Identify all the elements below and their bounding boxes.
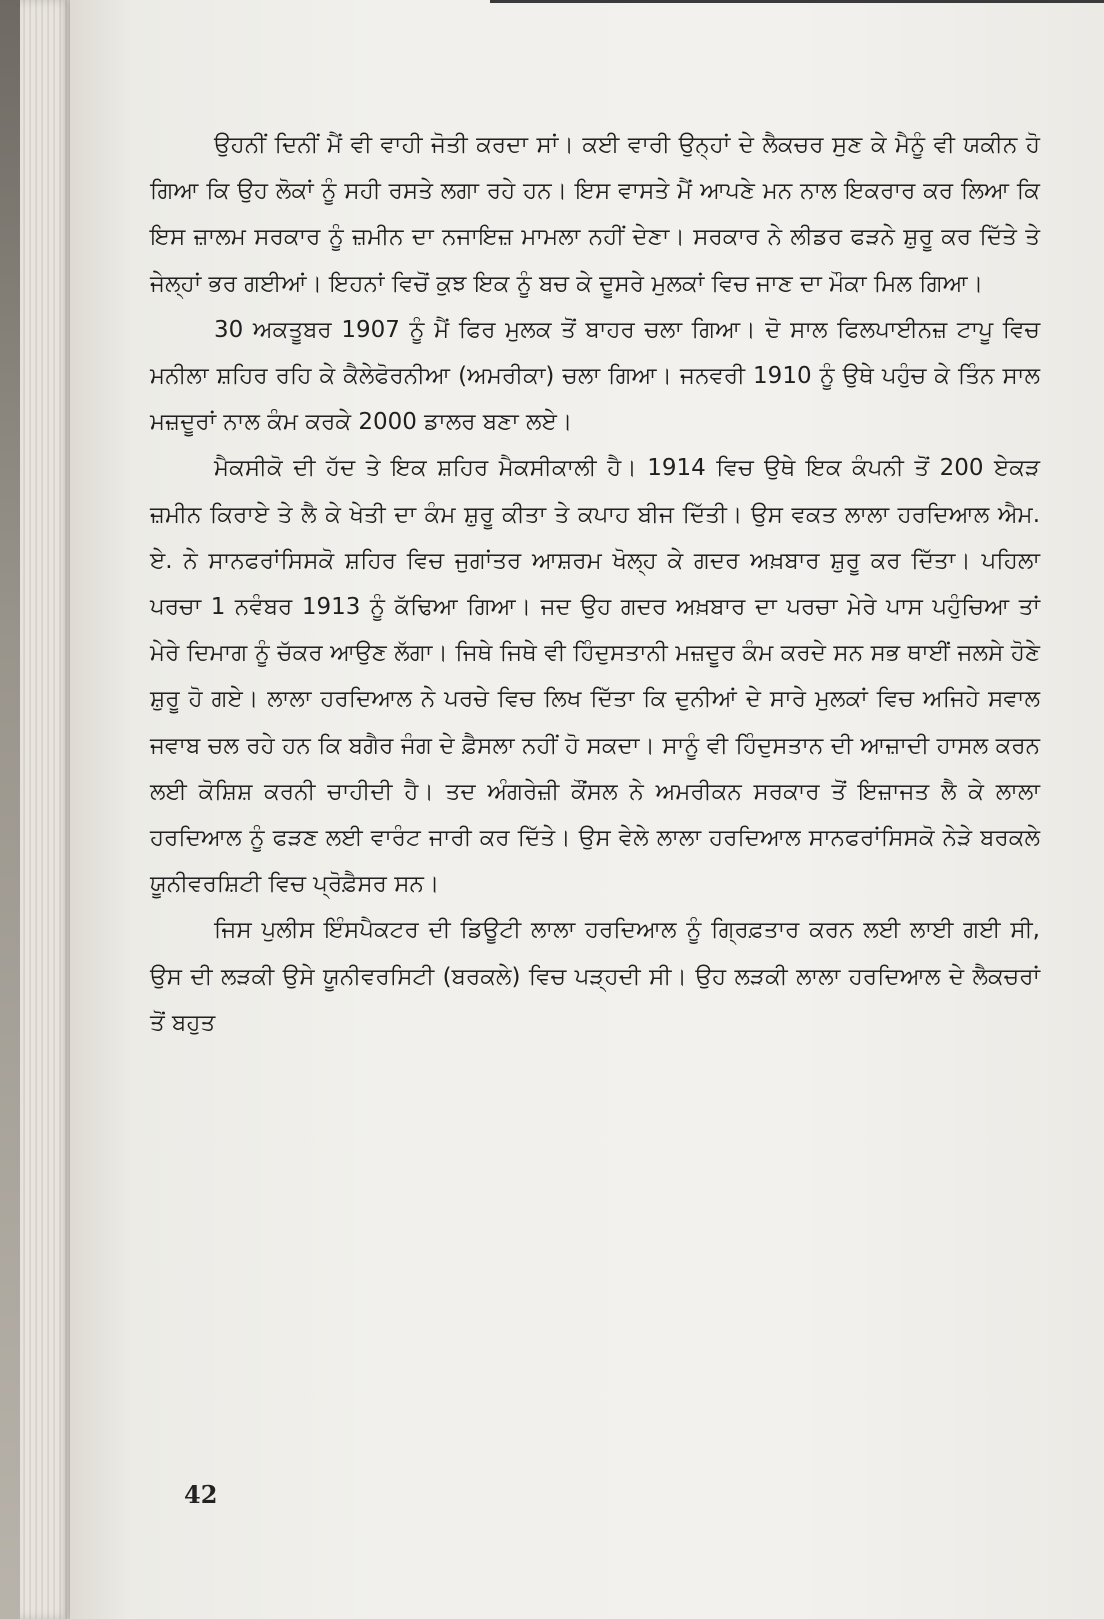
- paragraph-2: 30 ਅਕਤੂਬਰ 1907 ਨੂੰ ਮੈਂ ਫਿਰ ਮੁਲਕ ਤੋਂ ਬਾਹਰ ਚਲਾ ਗਿਆ। ਦੋ ਸਾਲ ਫਿਲਪਾਈਨਜ਼ ਟਾਪੂ ਵਿਚ ਮਨੀਲਾ ਸ਼ਹਿਰ ਰਹਿ ਕੇ ਕੈਲੇਫੋਰਨੀਆ (ਅਮਰੀਕਾ) ਚਲਾ ਗਿਆ। ਜਨਵਰੀ 1910 ਨੂੰ ਉਥੇ ਪਹੁੰਚ ਕੇ ਤਿੰਨ ਸਾਲ ਮਜ਼ਦੂਰਾਂ ਨਾਲ ਕੰਮ ਕਰਕੇ 2000 ਡਾਲਰ ਬਣਾ ਲਏ।: [150, 316, 1040, 436]
- page-number: 42: [184, 1480, 218, 1509]
- paragraph-3: ਮੈਕਸੀਕੋ ਦੀ ਹੱਦ ਤੇ ਇਕ ਸ਼ਹਿਰ ਮੈਕਸੀਕਾਲੀ ਹੈ। 1914 ਵਿਚ ਉਥੇ ਇਕ ਕੰਪਨੀ ਤੋਂ 200 ਏਕੜ ਜ਼ਮੀਨ ਕਿਰਾਏ ਤੇ ਲੈ ਕੇ ਖੇਤੀ ਦਾ ਕੰਮ ਸ਼ੁਰੂ ਕੀਤਾ ਤੇ ਕਪਾਹ ਬੀਜ ਦਿੱਤੀ। ਉਸ ਵਕਤ ਲਾਲਾ ਹਰਦਿਆਲ ਐਮ. ਏ. ਨੇ ਸਾਨਫਰਾਂਸਿਸਕੋ ਸ਼ਹਿਰ ਵਿਚ ਜੁਗਾਂਤਰ ਆਸ਼ਰਮ ਖੋਲ੍ਹ ਕੇ ਗਦਰ ਅਖ਼ਬਾਰ ਸ਼ੁਰੂ ਕਰ ਦਿੱਤਾ। ਪਹਿਲਾ ਪਰਚਾ 1 ਨਵੰਬਰ 1913 ਨੂੰ ਕੱਢਿਆ ਗਿਆ। ਜਦ ਉਹ ਗਦਰ ਅਖ਼ਬਾਰ ਦਾ ਪਰਚਾ ਮੇਰੇ ਪਾਸ ਪਹੁੰਚਿਆ ਤਾਂ ਮੇਰੇ ਦਿਮਾਗ ਨੂੰ ਚੱਕਰ ਆਉਣ ਲੱਗਾ। ਜਿਥੇ ਜਿਥੇ ਵੀ ਹਿੰਦੁਸਤਾਨੀ ਮਜ਼ਦੂਰ ਕੰਮ ਕਰਦੇ ਸਨ ਸਭ ਥਾਈਂ ਜਲਸੇ ਹੋਣੇ ਸ਼ੁਰੂ ਹੋ ਗਏ। ਲਾਲਾ ਹਰਦਿਆਲ ਨੇ ਪਰਚੇ ਵਿਚ ਲਿਖ ਦਿੱਤਾ ਕਿ ਦੁਨੀਆਂ ਦੇ ਸਾਰੇ ਮੁਲਕਾਂ ਵਿਚ ਅਜਿਹੇ ਸਵਾਲ ਜਵਾਬ ਚਲ ਰਹੇ ਹਨ ਕਿ ਬਗੈਰ ਜੰਗ ਦੇ ਫ਼ੈਸਲਾ ਨਹੀਂ ਹੋ ਸਕਦਾ। ਸਾਨੂੰ ਵੀ ਹਿੰਦੁਸਤਾਨ ਦੀ ਆਜ਼ਾਦੀ ਹਾਸਲ ਕਰਨ ਲਈ ਕੋਸ਼ਿਸ਼ ਕਰਨੀ ਚਾਹੀਦੀ ਹੈ। ਤਦ ਅੰਗਰੇਜ਼ੀ ਕੌਂਸਲ ਨੇ ਅਮਰੀਕਨ ਸਰਕਾਰ ਤੋਂ ਇਜ਼ਾਜਤ ਲੈ ਕੇ ਲਾਲਾ ਹਰਦਿਆਲ ਨੂੰ ਫੜਣ ਲਈ ਵਾਰੰਟ ਜਾਰੀ ਕਰ ਦਿੱਤੇ। ਉਸ ਵੇਲੇ ਲਾਲਾ ਹਰਦਿਆਲ ਸਾਨਫਰਾਂਸਿਸਕੋ ਨੇੜੇ ਬਰਕਲੇ ਯੂਨੀਵਰਸ਼ਿਟੀ ਵਿਚ ਪ੍ਰੋਫ਼ੈਸਰ ਸਨ।: [150, 455, 1040, 898]
- body-text: [150, 122, 1040, 1046]
- top-rule-line: [490, 0, 1104, 3]
- paragraph-4: ਜਿਸ ਪੁਲੀਸ ਇੰਸਪੈਕਟਰ ਦੀ ਡਿਊਟੀ ਲਾਲਾ ਹਰਦਿਆਲ ਨੂੰ ਗ੍ਰਿਫ਼ਤਾਰ ਕਰਨ ਲਈ ਲਾਈ ਗਈ ਸੀ, ਉਸ ਦੀ ਲੜਕੀ ਉਸੇ ਯੂਨੀਵਰਸਿਟੀ (ਬਰਕਲੇ) ਵਿਚ ਪੜ੍ਹਦੀ ਸੀ। ਉਹ ਲੜਕੀ ਲਾਲਾ ਹਰਦਿਆਲ ਦੇ ਲੈਕਚਰਾਂ ਤੋਂ ਬਹੁਤ: [150, 917, 1040, 1036]
- paragraph-1: ਉਹਨੀਂ ਦਿਨੀਂ ਮੈਂ ਵੀ ਵਾਹੀ ਜੋਤੀ ਕਰਦਾ ਸਾਂ। ਕਈ ਵਾਰੀ ਉਨ੍ਹਾਂ ਦੇ ਲੈਕਚਰ ਸੁਣ ਕੇ ਮੈਨੂੰ ਵੀ ਯਕੀਨ ਹੋ ਗਿਆ ਕਿ ਉਹ ਲੋਕਾਂ ਨੂੰ ਸਹੀ ਰਸਤੇ ਲਗਾ ਰਹੇ ਹਨ। ਇਸ ਵਾਸਤੇ ਮੈਂ ਆਪਣੇ ਮਨ ਨਾਲ ਇਕਰਾਰ ਕਰ ਲਿਆ ਕਿ ਇਸ ਜ਼ਾਲਮ ਸਰਕਾਰ ਨੂੰ ਜ਼ਮੀਨ ਦਾ ਨਜਾਇਜ਼ ਮਾਮਲਾ ਨਹੀਂ ਦੇਣਾ। ਸਰਕਾਰ ਨੇ ਲੀਡਰ ਫੜਨੇ ਸ਼ੁਰੂ ਕਰ ਦਿੱਤੇ ਤੇ ਜੇਲ੍ਹਾਂ ਭਰ ਗਈਆਂ। ਇਹਨਾਂ ਵਿਚੋਂ ਕੁਝ ਇਕ ਨੂੰ ਬਚ ਕੇ ਦੂਸਰੇ ਮੁਲਕਾਂ ਵਿਚ ਜਾਣ ਦਾ ਮੌਕਾ ਮਿਲ ਗਿਆ।: [150, 132, 1040, 297]
